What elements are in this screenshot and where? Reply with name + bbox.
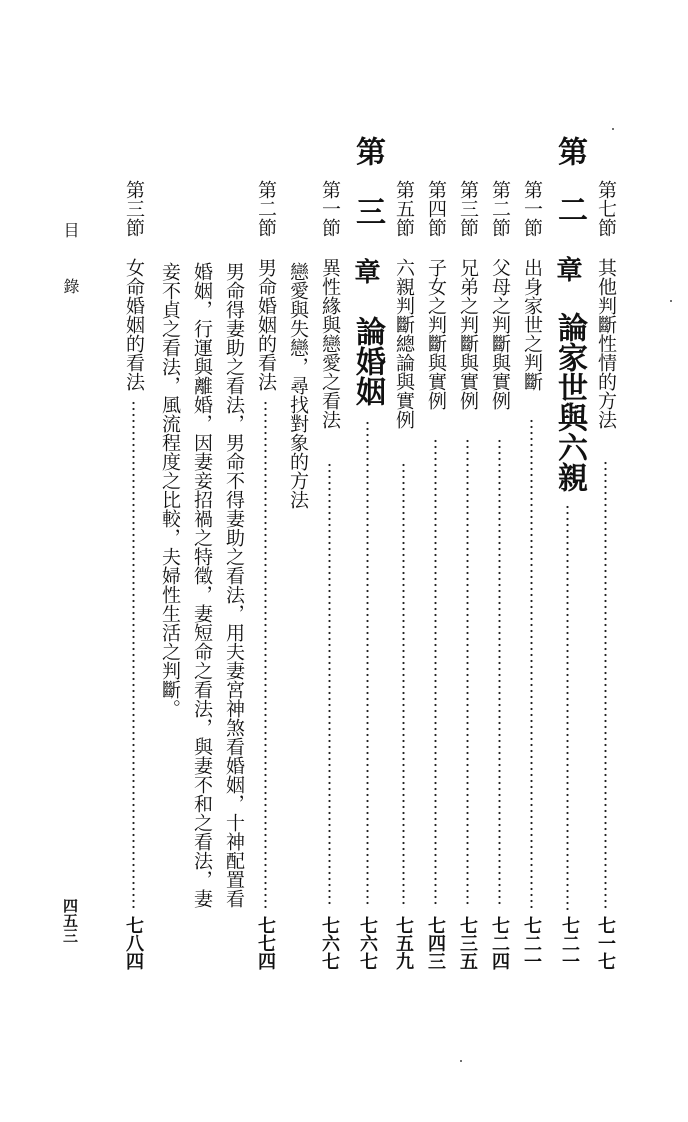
chapter-three-page: 七六七 [357, 916, 378, 970]
section-label: 第三節 [123, 180, 145, 237]
leader-dots [530, 418, 533, 908]
chapter-two-zhang: 章 [552, 256, 582, 282]
entry-title: 父母之判斷與實例 [489, 258, 511, 410]
chapter-three-number: 三 [350, 196, 385, 226]
entry-subtitle: 戀愛與失戀，尋找對象的方法 [287, 262, 309, 509]
entry-title: 異性緣與戀愛之看法 [319, 258, 341, 429]
chapter-three-zhang: 章 [350, 258, 380, 284]
leader-dots [466, 438, 469, 908]
section-label: 第二節 [489, 180, 511, 237]
running-header-mu: 目 [61, 222, 80, 238]
section-label: 第三節 [457, 180, 479, 237]
scan-speck [612, 128, 614, 130]
entry-title: 女命婚姻的看法 [123, 258, 145, 391]
entry-title: 出身家世之判斷 [521, 258, 543, 391]
chapter-two-title: 論家世與六親 [552, 312, 587, 492]
leader-dots [328, 462, 331, 908]
entry-description-line: 男命得妻助之看法，男命不得妻助之看法，用夫妻宮神煞看婚姻，十神配置看 [223, 262, 245, 908]
section-label: 第四節 [425, 180, 447, 237]
section-label: 第一節 [319, 180, 341, 237]
chapter-two-label: 第 [552, 136, 587, 166]
leader-dots [366, 420, 369, 908]
running-header-lu: 錄 [61, 278, 80, 294]
page-number: 四五三 [61, 898, 79, 943]
chapter-two-number: 二 [552, 194, 587, 224]
entry-page: 七三五 [457, 916, 478, 970]
section-label: 第五節 [393, 180, 415, 237]
entry-page: 七七四 [255, 916, 276, 970]
chapter-two-page: 七二一 [559, 916, 580, 970]
entry-page: 七五九 [393, 916, 414, 970]
leader-dots [434, 438, 437, 908]
section-label: 第一節 [521, 180, 543, 237]
scan-speck [670, 300, 672, 302]
leader-dots [402, 462, 405, 908]
entry-title: 六親判斷總論與實例 [393, 258, 415, 429]
entry-page: 七八四 [123, 916, 144, 970]
entry-title: 子女之判斷與實例 [425, 258, 447, 410]
leader-dots [566, 504, 569, 910]
leader-dots [604, 460, 607, 910]
entry-page: 七四三 [425, 916, 446, 970]
entry-title: 其他判斷性情的方法 [595, 258, 617, 429]
entry-description-line: 妾不貞之看法，風流程度之比較，夫婦性生活之判斷。 [159, 262, 181, 718]
leader-dots [264, 400, 267, 908]
scan-speck [460, 1060, 462, 1062]
chapter-three-title: 論婚姻 [350, 316, 385, 406]
section-label: 第二節 [255, 180, 277, 237]
leader-dots [498, 438, 501, 908]
chapter-three-label: 第 [350, 136, 385, 166]
entry-description-line: 婚姻，行運與離婚，因妻妾招禍之特徵，妻短命之看法，與妻不和之看法，妻 [191, 262, 213, 908]
entry-page: 七二四 [489, 916, 510, 970]
entry-page: 七一七 [595, 916, 616, 970]
entry-page: 七二一 [521, 916, 542, 970]
entry-title: 男命婚姻的看法 [255, 258, 277, 391]
entry-page: 七六七 [319, 916, 340, 970]
section-label: 第七節 [595, 180, 617, 237]
leader-dots [132, 400, 135, 908]
entry-title: 兄弟之判斷與實例 [457, 258, 479, 410]
